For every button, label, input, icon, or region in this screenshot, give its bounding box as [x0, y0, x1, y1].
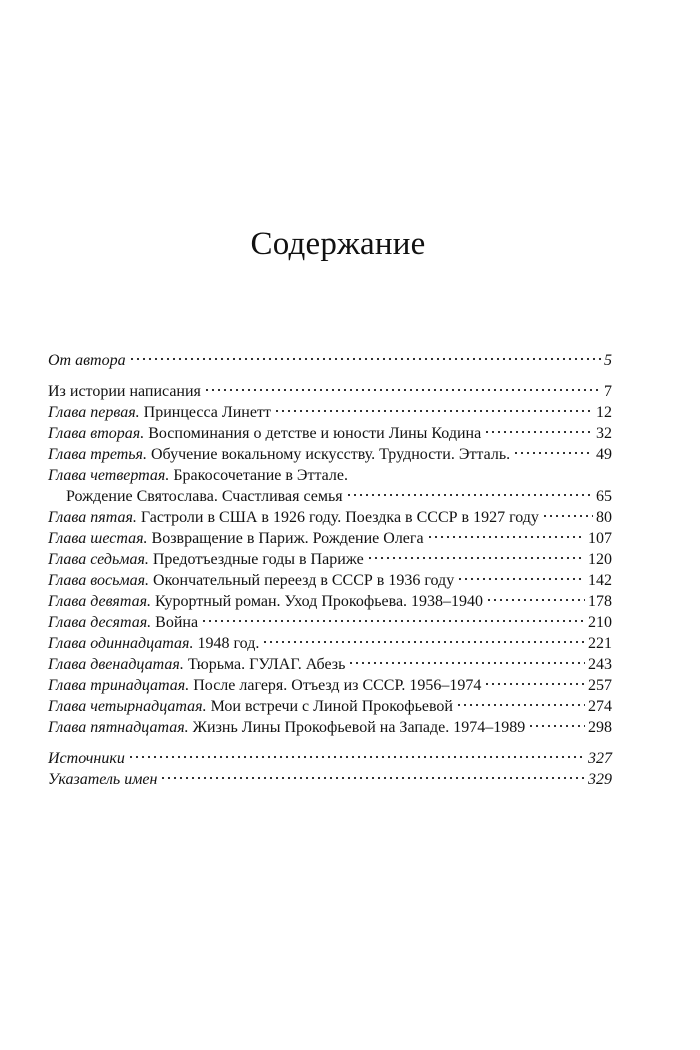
toc-page-number: 221 [588, 635, 612, 652]
toc-entry-chapter-7[interactable] [48, 549, 612, 570]
toc-entry-label [48, 675, 481, 696]
dot-leader [542, 514, 593, 518]
toc-entry-label [48, 507, 539, 528]
chapter-number: Глава вторая. [48, 425, 145, 442]
toc-entry-chapter-12[interactable] [48, 654, 612, 675]
chapter-number: Глава девятая. [48, 593, 152, 610]
chapter-title: Мои встречи с Линой Прокофьевой [210, 698, 453, 715]
toc-entry-label: От автора [48, 352, 126, 369]
dot-leader [346, 493, 593, 497]
toc-page-number: 327 [588, 750, 612, 767]
toc-entry-label [48, 654, 345, 675]
toc-entry-label: Рождение Святослава. Счастливая семья [66, 488, 343, 505]
toc-entry-chapter-15[interactable] [48, 717, 612, 738]
toc-page-number: 142 [588, 572, 612, 589]
toc-entry-label [48, 612, 198, 633]
chapter-title: Гастроли в США в 1926 году. Поездка в СССР в 1927 году [140, 509, 539, 526]
toc-page-number: 12 [596, 404, 612, 421]
toc-entry-name-index[interactable] [48, 769, 612, 790]
toc-entry-chapter-14[interactable] [48, 696, 612, 717]
toc-page-number: 329 [588, 771, 612, 788]
toc-page-number: 5 [604, 352, 612, 369]
toc-entry-chapter-10[interactable] [48, 612, 612, 633]
toc-page-number: 298 [588, 719, 612, 736]
chapter-number: Глава восьмая. [48, 572, 150, 589]
chapter-title: Курортный роман. Уход Прокофьева. 1938–1940 [155, 593, 484, 610]
toc-entry-chapter-13[interactable] [48, 675, 612, 696]
chapter-title: Принцесса Линетт [143, 404, 271, 421]
toc-page-number: 274 [588, 698, 612, 715]
toc-page-number: 120 [588, 551, 612, 568]
dot-leader [262, 640, 585, 644]
chapter-title: Война [155, 614, 199, 631]
toc-entry-sources[interactable] [48, 748, 612, 769]
table-of-contents [48, 350, 612, 790]
toc-entry-history[interactable] [48, 381, 612, 402]
chapter-number: Глава одиннадцатая. [48, 635, 194, 652]
dot-leader [484, 430, 593, 434]
toc-entry-label: Указатель имен [48, 771, 158, 788]
toc-page-number: 49 [596, 446, 612, 463]
chapter-number: Глава шестая. [48, 530, 148, 547]
toc-entry-label [48, 591, 483, 612]
chapter-title: Предотъездные годы в Париже [152, 551, 364, 568]
dot-leader [201, 619, 585, 623]
toc-page-number: 7 [604, 383, 612, 400]
dot-leader [486, 598, 585, 602]
chapter-number: Глава первая. [48, 404, 140, 421]
chapter-title: После лагеря. Отъезд из СССР. 1956–1974 [193, 677, 482, 694]
chapter-number: Глава четвертая. [48, 467, 170, 484]
dot-leader [484, 682, 585, 686]
toc-entry-chapter-1[interactable] [48, 402, 612, 423]
toc-entry-label [48, 633, 259, 654]
toc-entry-chapter-4-continued[interactable] [48, 486, 612, 507]
chapter-title: Обучение вокальному искусству. Трудности. Этталь. [150, 446, 511, 463]
toc-page-number: 210 [588, 614, 612, 631]
dot-leader [129, 357, 601, 361]
chapter-title: Окончательный переезд в СССР в 1936 году [153, 572, 455, 589]
chapter-number: Глава десятая. [48, 614, 152, 631]
chapter-title: Бракосочетание в Эттале. [173, 467, 348, 484]
dot-leader [427, 535, 585, 539]
chapter-title: 1948 год. [197, 635, 260, 652]
dot-leader [128, 755, 585, 759]
toc-entry-chapter-8[interactable] [48, 570, 612, 591]
page-title: Содержание [250, 226, 426, 262]
dot-leader [513, 451, 593, 455]
toc-entry-chapter-6[interactable] [48, 528, 612, 549]
toc-entry-label: Из истории написания [48, 383, 201, 400]
dot-leader [204, 388, 601, 392]
dot-leader [456, 703, 585, 707]
toc-entry-chapter-9[interactable] [48, 591, 612, 612]
toc-entry-label [48, 717, 525, 738]
toc-entry-label [48, 402, 271, 423]
toc-entry-label [48, 465, 348, 486]
toc-page-number: 107 [588, 530, 612, 547]
toc-entry-label [48, 444, 510, 465]
chapter-title: Тюрьма. ГУЛАГ. Абезь [187, 656, 346, 673]
toc-entry-foreword[interactable] [48, 350, 612, 371]
dot-leader [528, 724, 585, 728]
toc-entry-chapter-4[interactable] [48, 465, 612, 486]
dot-leader [274, 409, 593, 413]
chapter-number: Глава пятая. [48, 509, 137, 526]
toc-entry-label [48, 549, 364, 570]
chapter-number: Глава двенадцатая. [48, 656, 184, 673]
toc-entry-chapter-5[interactable] [48, 507, 612, 528]
toc-entry-label [48, 570, 454, 591]
toc-page-number: 243 [588, 656, 612, 673]
dot-leader [367, 556, 585, 560]
dot-leader [348, 661, 585, 665]
chapter-number: Глава тринадцатая. [48, 677, 190, 694]
toc-entry-label: Источники [48, 750, 125, 767]
toc-entry-label [48, 528, 424, 549]
dot-leader [160, 776, 585, 780]
toc-entry-chapter-11[interactable] [48, 633, 612, 654]
toc-page-number: 257 [588, 677, 612, 694]
toc-page-number: 80 [596, 509, 612, 526]
toc-entry-label [48, 423, 481, 444]
dot-leader [457, 577, 585, 581]
chapter-title: Жизнь Лины Прокофьевой на Западе. 1974–1989 [192, 719, 526, 736]
toc-entry-label [48, 696, 453, 717]
toc-entry-chapter-2[interactable] [48, 423, 612, 444]
chapter-number: Глава седьмая. [48, 551, 149, 568]
chapter-number: Глава третья. [48, 446, 147, 463]
chapter-number: Глава четырнадцатая. [48, 698, 207, 715]
toc-entry-chapter-3[interactable] [48, 444, 612, 465]
chapter-number: Глава пятнадцатая. [48, 719, 189, 736]
toc-page-number: 32 [596, 425, 612, 442]
toc-page-number: 65 [596, 488, 612, 505]
chapter-title: Возвращение в Париж. Рождение Олега [151, 530, 424, 547]
toc-page-number: 178 [588, 593, 612, 610]
chapter-title: Воспоминания о детстве и юности Лины Кодина [148, 425, 482, 442]
